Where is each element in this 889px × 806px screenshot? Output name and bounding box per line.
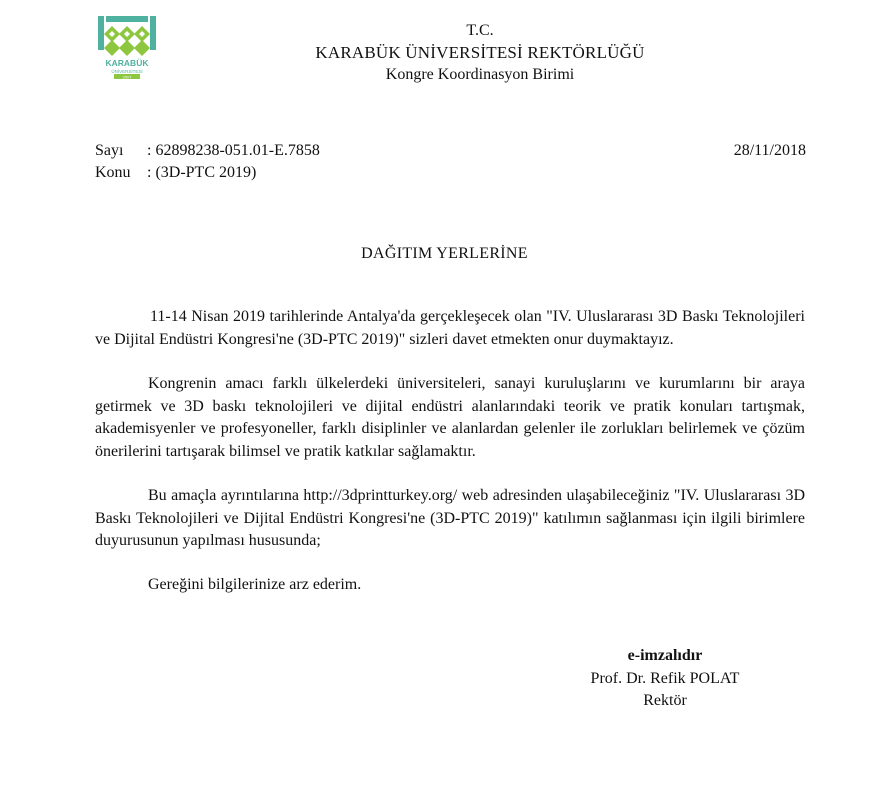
letter-body — [95, 306, 805, 618]
reference-block — [95, 140, 320, 184]
signer-name: Prof. Dr. Refik POLAT — [590, 669, 740, 687]
university-logo — [96, 14, 158, 80]
closing-line: Gereğini bilgilerinize arz ederim. — [148, 575, 362, 593]
subject-label: Konu — [95, 164, 131, 181]
subject-row — [95, 162, 320, 184]
number-row — [95, 140, 320, 162]
number-value: : 62898238-051.01-E.7858 — [147, 142, 320, 159]
recipients-heading: DAĞITIM YERLERİNE — [361, 245, 528, 262]
number-label: Sayı — [95, 142, 124, 159]
university-logo-icon — [96, 14, 158, 80]
signature-block — [540, 645, 790, 713]
paragraph-request: Bu amaçla ayrıntılarına http://3dprintturkey.org/ web adresinden ulaşabileceğiniz "IV. Uluslararası 3D Baskı Teknolojileri ve Dijital Endüstri Kongresi'ne (3D-PTC 2019)" katılımın sağlanması için ilgili birimlere duyurusunun yapılması hususunda; — [95, 487, 805, 549]
institution-line: KARABÜK ÜNİVERSİTESİ REKTÖRLÜĞÜ — [315, 43, 645, 62]
logo-subname: ÜNİVERSİTESİ — [111, 69, 143, 74]
e-signature-note: e-imzalıdır — [627, 647, 703, 664]
country-line: T.C. — [466, 22, 494, 39]
document-date: 28/11/2018 — [733, 142, 806, 159]
paragraph-invitation: 11-14 Nisan 2019 tarihlerinde Antalya'da gerçekleşecek olan "IV. Uluslararası 3D Baskı Teknolojileri ve Dijital Endüstri Kongresi'ne (3D-PTC 2019)" sizleri davet etmekten onur duymaktayız. — [95, 308, 805, 348]
signer-title: Rektör — [643, 692, 687, 709]
unit-line: Kongre Koordinasyon Birimi — [385, 66, 575, 83]
letterhead — [200, 20, 760, 86]
subject-value: : (3D-PTC 2019) — [147, 164, 257, 181]
logo-year: 2007 — [122, 74, 132, 80]
paragraph-purpose: Kongrenin amacı farklı ülkelerdeki üniversiteleri, sanayi kuruluşlarını ve kurumlarını bir araya getirmek ve 3D baskı teknolojileri ve dijital endüstri alanlarındaki teorik ve pratik konuları tartışmak, akademisyenler ve profesyoneller, farklı disiplinler ve alanlardan gelenler ile zorlukları belirlemek ve çözüm önerilerini tartışarak bilimsel ve pratik katkılar sağlamaktır. — [95, 375, 805, 460]
logo-name: KARABÜK — [105, 58, 149, 68]
